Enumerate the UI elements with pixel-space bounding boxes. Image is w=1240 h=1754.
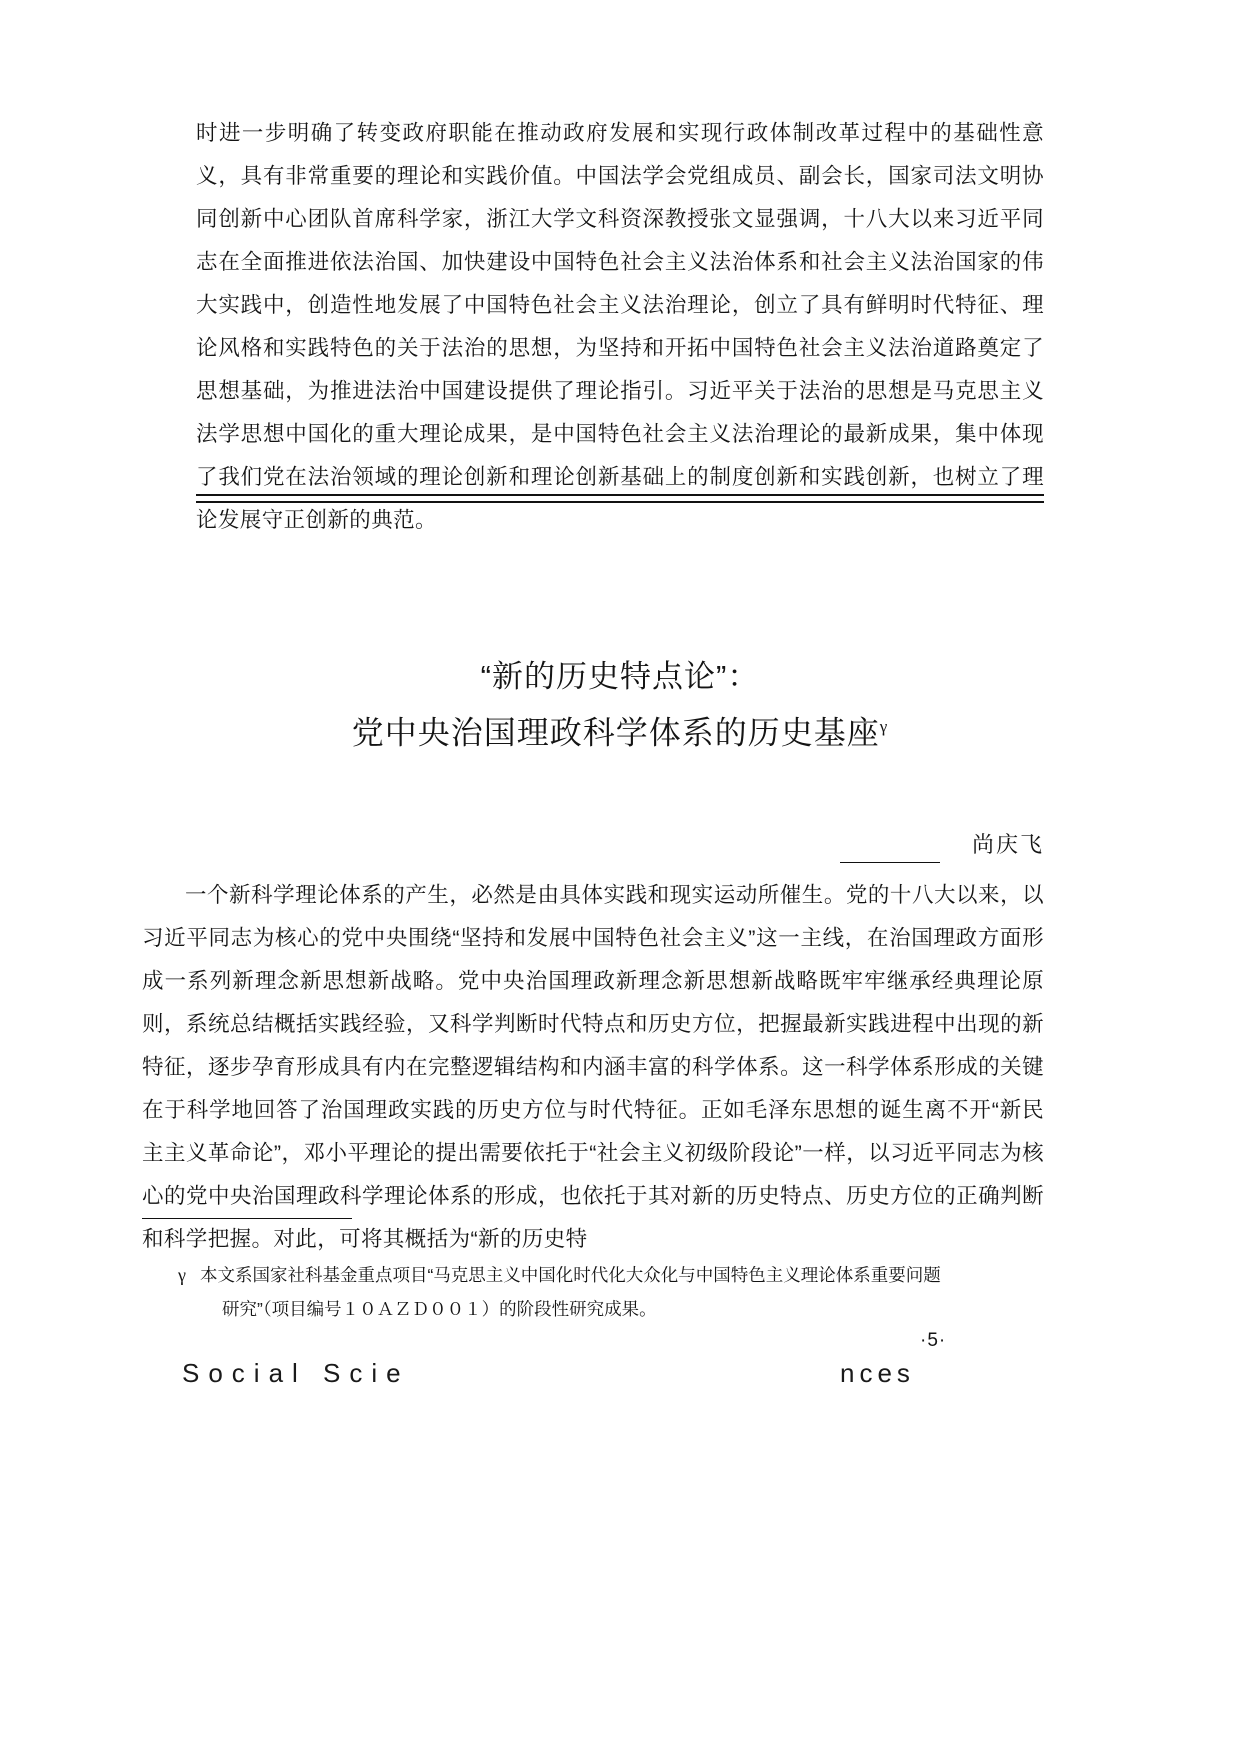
article-title-line-1: “新的历史特点论”： (480, 659, 760, 694)
footnote-symbol: γ (178, 1265, 186, 1285)
page-number: ·5· (920, 1330, 947, 1351)
article-body-block (142, 874, 1044, 1261)
footnote-block (178, 1258, 998, 1326)
footnote-separator-rule (142, 1218, 352, 1219)
article-title-line-2-text: 党中央治国理政科学体系的历史基座 (351, 714, 880, 751)
author-underline-rule (840, 862, 940, 863)
running-foot-left: Social Scie (182, 1358, 410, 1388)
title-footnote-marker: γ (879, 717, 889, 736)
continued-paragraph-block (196, 112, 1044, 542)
continued-paragraph: 时进一步明确了转变政府职能在推动政府发展和实现行政体制改革过程中的基础性意义，具有非常重要的理论和实践价值。中国法学会党组成员、副会长，国家司法文明协同创新中心团队首席科学家，浙江大学文科资深教授张文显强调，十八大以来习近平同志在全面推进依法治国、加快建设中国特色社会主义法治体系和社会主义法治国家的伟大实践中，创造性地发展了中国特色社会主义法治理论，创立了具有鲜明时代特征、理论风格和实践特色的关于法治的思想，为坚持和开拓中国特色社会主义法治道路奠定了思想基础，为推进法治中国建设提供了理论指引。习近平关于法治的思想是马克思主义法学思想中国化的重大理论成果，是中国特色社会主义法治理论的最新成果，集中体现了我们党在法治领域的理论创新和理论创新基础上的制度创新和实践创新，也树立了理论发展守正创新的典范。 (196, 121, 1044, 532)
footnote-line-2: 研究”（项目编号１０ＡＺＤ００１）的阶段性研究成果。 (222, 1299, 657, 1319)
article-author: 尚庆飞 (971, 832, 1044, 857)
footnote-line-1: 本文系国家社科基金重点项目“马克思主义中国化时代化大众化与中国特色主义理论体系重要问题 (199, 1265, 941, 1285)
running-foot-right: nces (840, 1358, 915, 1388)
article-title (0, 652, 1240, 758)
article-body-paragraph: 一个新科学理论体系的产生，必然是由具体实践和现实运动所催生。党的十八大以来，以习近平同志为核心的党中央围绕“坚持和发展中国特色社会主义”这一主线，在治国理政方面形成一系列新理念新思想新战略。党中央治国理政新理念新思想新战略既牢牢继承经典理论原则，系统总结概括实践经验，又科学判断时代特点和历史方位，把握最新实践进程中出现的新特征，逐步孕育形成具有内在完整逻辑结构和内涵丰富的科学体系。这一科学体系形成的关键在于科学地回答了治国理政实践的历史方位与时代特征。正如毛泽东思想的诞生离不开“新民主主义革命论”，邓小平理论的提出需要依托于“社会主义初级阶段论”一样，以习近平同志为核心的党中央治国理政科学理论体系的形成，也依托于其对新的历史特点、历史方位的正确判断和科学把握。对此，可将其概括为“新的历史特 (142, 883, 1044, 1251)
section-divider-double-rule (196, 494, 1044, 503)
article-title-line-2 (0, 702, 1240, 758)
